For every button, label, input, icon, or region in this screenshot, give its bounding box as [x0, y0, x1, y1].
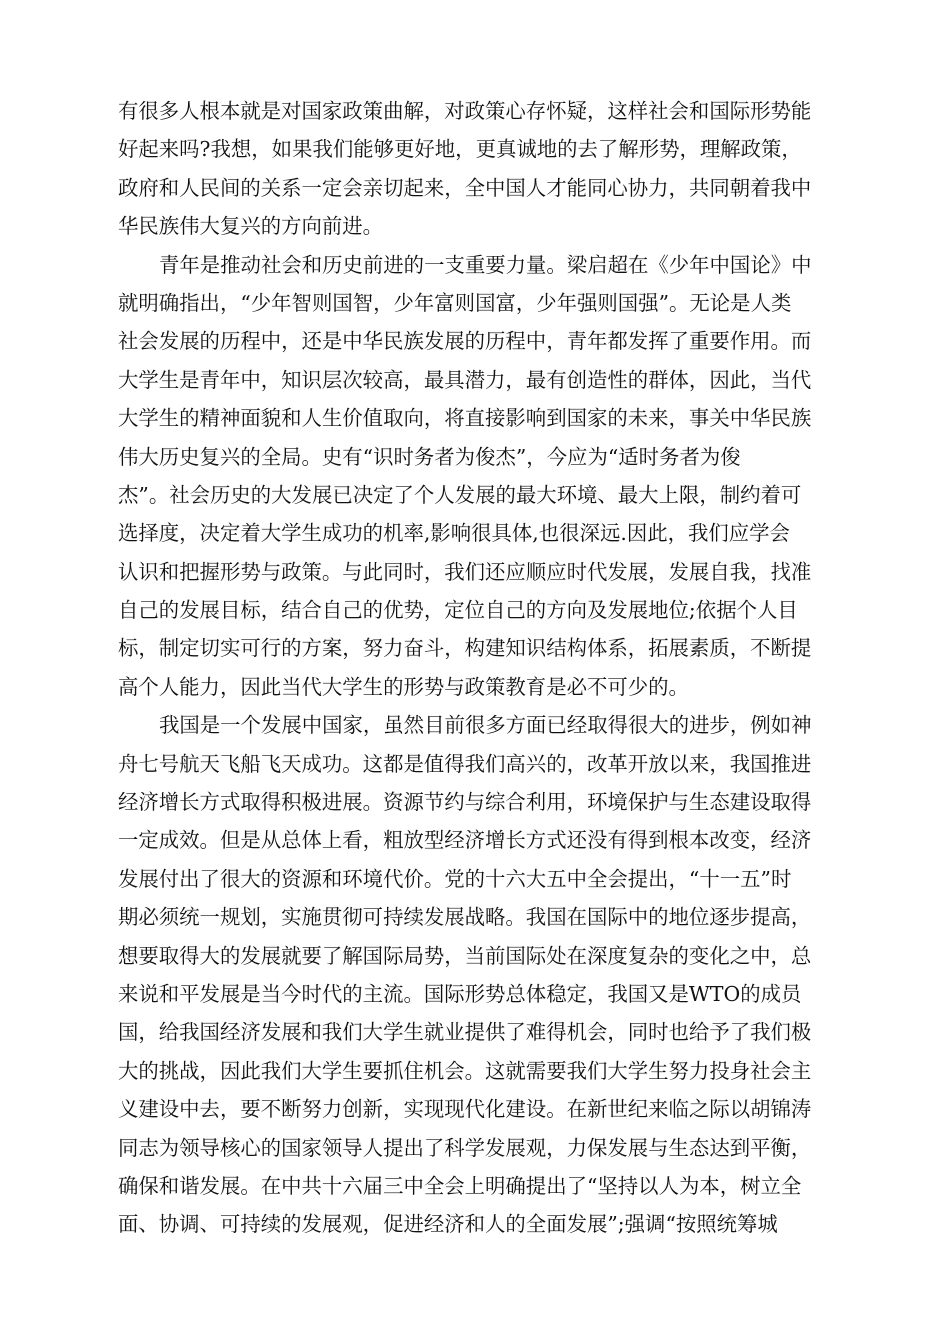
text-line: 选择度，决定着大学生成功的机率,影响很具体,也很深远.因此，我们应学会	[118, 521, 790, 546]
text-line: 发展付出了很大的资源和环境代价。党的十六大五中全会提出，“十一五”时	[118, 866, 792, 891]
text-line: 社会发展的历程中，还是中华民族发展的历程中，青年都发挥了重要作用。而	[118, 329, 812, 354]
paragraph-first-line: 青年是推动社会和历史前进的一支重要力量。梁启超在《少年中国论》中	[159, 252, 812, 277]
text-line: 国，给我国经济发展和我们大学生就业提供了难得机会，同时也给予了我们极	[118, 1020, 812, 1045]
text-line: 伟大历史复兴的全局。史有“识时务者为俊杰”，今应为“适时务者为俊	[118, 444, 741, 469]
text-line: 期必须统一规划，实施贯彻可持续发展战略。我国在国际中的地位逐步提高，	[118, 905, 812, 930]
text-line: 义建设中去，要不断努力创新，实现现代化建设。在新世纪来临之际以胡锦涛	[118, 1097, 812, 1122]
text-line: 政府和人民间的关系一定会亲切起来，全中国人才能同心协力，共同朝着我中	[118, 175, 812, 200]
text-line: 有很多人根本就是对国家政策曲解，对政策心存怀疑，这样社会和国际形势能	[118, 99, 812, 123]
text-line: 面、协调、可持续的发展观，促进经济和人的全面发展”;强调“按照统筹城	[118, 1212, 778, 1237]
text-line: 经济增长方式取得积极进展。资源节约与综合利用，环境保护与生态建设取得	[118, 790, 812, 815]
text-line: 好起来吗?我想，如果我们能够更好地，更真诚地的去了解形势，理解政策，	[118, 137, 802, 162]
text-line: 大学生的精神面貌和人生价值取向，将直接影响到国家的未来，事关中华民族	[118, 406, 812, 431]
paragraph-first-line: 我国是一个发展中国家，虽然目前很多方面已经取得很大的进步，例如神	[159, 713, 812, 738]
document-body	[118, 92, 852, 1244]
text-line: 高个人能力，因此当代大学生的形势与政策教育是必不可少的。	[118, 674, 689, 699]
text-line: 标，制定切实可行的方案，努力奋斗，构建知识结构体系，拓展素质，不断提	[118, 636, 812, 661]
text-line: 华民族伟大复兴的方向前进。	[118, 214, 384, 239]
text-line: 同志为领导核心的国家领导人提出了科学发展观，力保发展与生态达到平衡，	[118, 1135, 812, 1160]
text-line: 一定成效。但是从总体上看，粗放型经济增长方式还没有得到根本改变，经济	[118, 828, 812, 853]
text-line: 想要取得大的发展就要了解国际局势，当前国际处在深度复杂的变化之中，总	[118, 943, 812, 968]
text-line: 大学生是青年中，知识层次较高，最具潜力，最有创造性的群体，因此，当代	[118, 367, 812, 392]
text-line: 舟七号航天飞船飞天成功。这都是值得我们高兴的，改革开放以来，我国推进	[118, 751, 812, 776]
text-line: 确保和谐发展。在中共十六届三中全会上明确提出了“坚持以人为本，树立全	[118, 1173, 802, 1198]
text-line: 大的挑战，因此我们大学生要抓住机会。这就需要我们大学生努力投身社会主	[118, 1058, 812, 1083]
text-line: 就明确指出，“少年智则国智，少年富则国富，少年强则国强”。无论是人类	[118, 290, 792, 315]
text-line: 自己的发展目标，结合自己的优势，定位自己的方向及发展地位;依据个人目	[118, 598, 798, 623]
text-line: 来说和平发展是当今时代的主流。国际形势总体稳定，我国又是WTO的成员	[118, 981, 802, 1006]
text-line: 认识和把握形势与政策。与此同时，我们还应顺应时代发展，发展自我，找准	[118, 559, 812, 584]
text-line: 杰”。社会历史的大发展已决定了个人发展的最大环境、最大上限，制约着可	[118, 482, 802, 507]
